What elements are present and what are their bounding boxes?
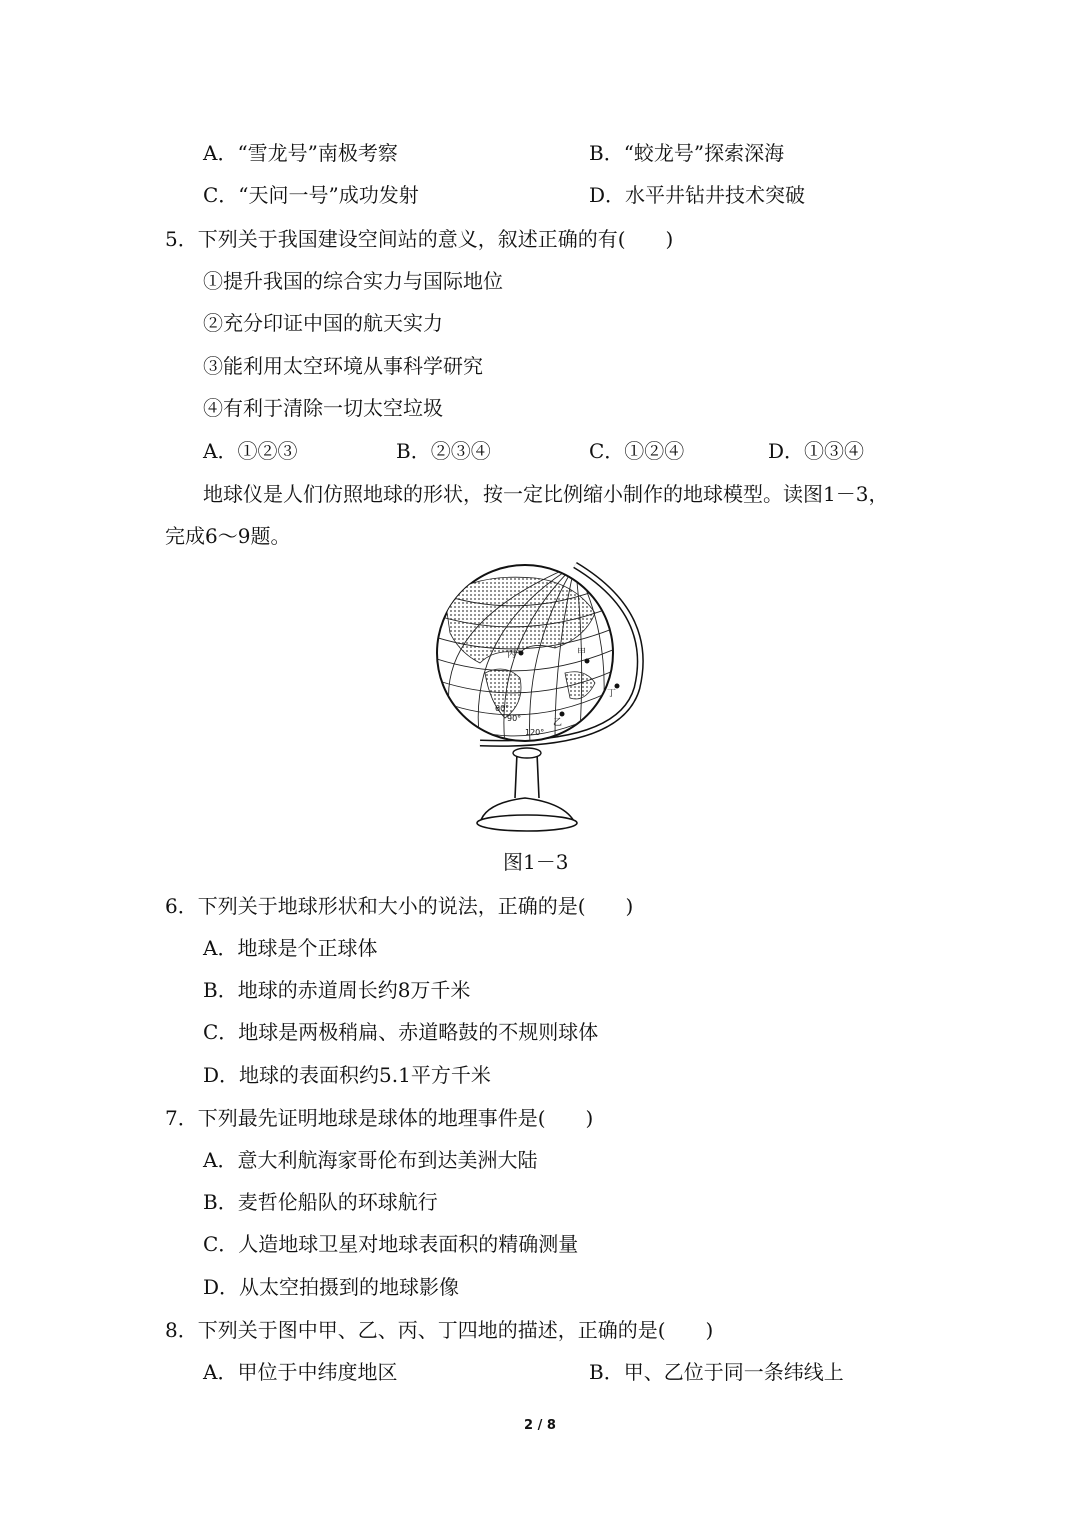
q8-option-a: A．甲位于中纬度地区 bbox=[203, 1360, 398, 1384]
q6-option-d: D．地球的表面积约5.1平方千米 bbox=[203, 1063, 491, 1087]
point-bing-marker bbox=[519, 651, 524, 656]
globe-stand bbox=[515, 753, 539, 798]
q7-option-a: A．意大利航海家哥伦布到达美洲大陆 bbox=[203, 1148, 538, 1172]
label-yi: 乙 bbox=[553, 718, 563, 728]
q5-option-d: D．①③④ bbox=[768, 439, 865, 463]
point-ding-marker bbox=[615, 684, 620, 689]
q5-item-1: ①提升我国的综合实力与国际地位 bbox=[203, 269, 503, 293]
page-number: 2 / 8 bbox=[524, 1418, 556, 1433]
label-ding: 丁 bbox=[607, 689, 617, 699]
q6-option-b: B．地球的赤道周长约8万千米 bbox=[203, 978, 471, 1002]
globe-stand-collar bbox=[513, 748, 541, 758]
q5-item-2: ②充分印证中国的航天实力 bbox=[203, 311, 443, 335]
q5-option-c: C．①②④ bbox=[589, 439, 685, 463]
q7-option-b: B．麦哲伦船队的环球航行 bbox=[203, 1190, 438, 1214]
q7-option-c: C．人造地球卫星对地球表面积的精确测量 bbox=[203, 1232, 579, 1256]
label-120: 120° bbox=[525, 728, 545, 737]
globe-figure bbox=[425, 553, 665, 843]
figure-caption: 图1－3 bbox=[503, 850, 569, 874]
globe-base-rim bbox=[477, 815, 577, 831]
label-jia: 甲 bbox=[577, 648, 587, 658]
q5-option-a: A．①②③ bbox=[203, 439, 298, 463]
q6-option-c: C．地球是两极稍扁、赤道略鼓的不规则球体 bbox=[203, 1020, 599, 1044]
q6-stem: 6．下列关于地球形状和大小的说法，正确的是( ) bbox=[165, 894, 634, 918]
label-bing: 丙 bbox=[507, 650, 517, 660]
q4-option-b: B．“蛟龙号”探索深海 bbox=[589, 141, 785, 165]
q4-option-c: C．“天问一号”成功发射 bbox=[203, 183, 419, 207]
q7-stem: 7．下列最先证明地球是球体的地理事件是( ) bbox=[165, 1106, 594, 1130]
label-90: 90° bbox=[507, 714, 522, 723]
point-yi-marker bbox=[560, 712, 565, 717]
point-jia-marker bbox=[585, 659, 590, 664]
q4-option-a: A．“雪龙号”南极考察 bbox=[203, 141, 398, 165]
q4-option-d: D．水平井钻井技术突破 bbox=[589, 183, 806, 207]
intro-line-1: 地球仪是人们仿照地球的形状，按一定比例缩小制作的地球模型。读图1－3， bbox=[203, 482, 889, 506]
q8-option-b: B．甲、乙位于同一条纬线上 bbox=[589, 1360, 844, 1384]
q6-option-a: A．地球是个正球体 bbox=[203, 936, 378, 960]
label-60: 60° bbox=[495, 704, 510, 713]
q8-stem: 8．下列关于图中甲、乙、丙、丁四地的描述，正确的是( ) bbox=[165, 1318, 714, 1342]
q5-stem: 5．下列关于我国建设空间站的意义，叙述正确的有( ) bbox=[165, 227, 674, 251]
q5-item-3: ③能利用太空环境从事科学研究 bbox=[203, 354, 483, 378]
q7-option-d: D．从太空拍摄到的地球影像 bbox=[203, 1275, 460, 1299]
q5-option-b: B．②③④ bbox=[396, 439, 491, 463]
q5-item-4: ④有利于清除一切太空垃圾 bbox=[203, 396, 443, 420]
intro-line-2: 完成6～9题。 bbox=[165, 524, 291, 548]
